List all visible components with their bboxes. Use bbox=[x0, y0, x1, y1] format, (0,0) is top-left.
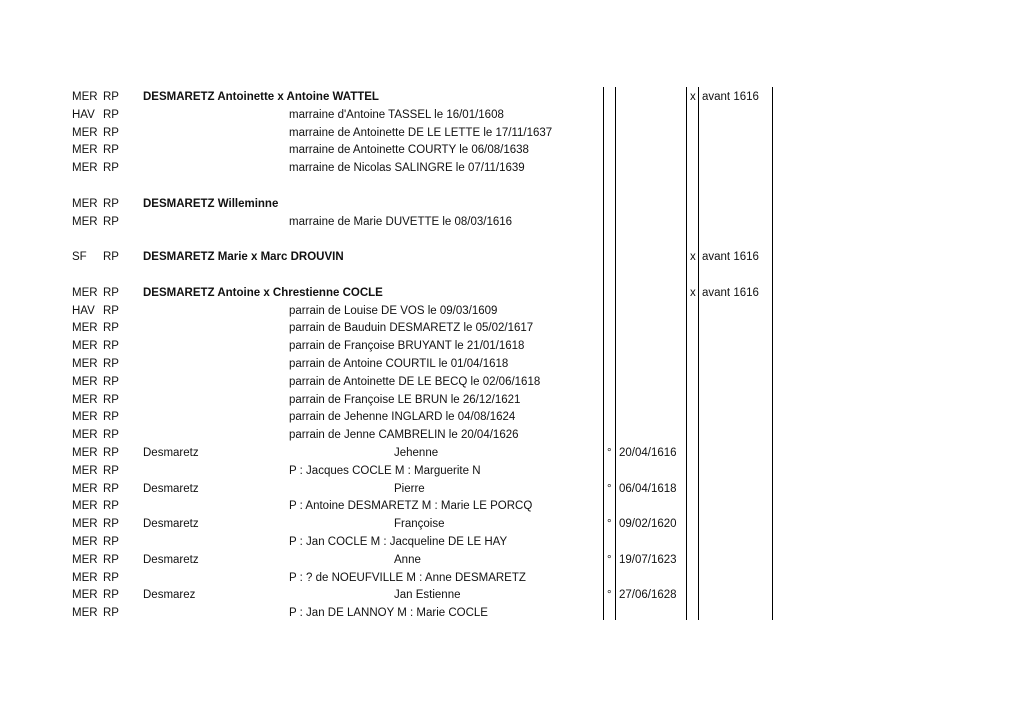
record-row bbox=[0, 569, 1024, 587]
location-code: MER bbox=[72, 571, 98, 584]
record-row bbox=[0, 159, 1024, 177]
record-row bbox=[0, 373, 1024, 391]
record-detail: parrain de Antoine COURTIL le 01/04/1618 bbox=[289, 358, 509, 370]
person-name: DESMARETZ Marie x Marc DROUVIN bbox=[143, 251, 344, 264]
record-row bbox=[0, 497, 1024, 515]
person-name: Desmaretz bbox=[143, 518, 199, 531]
marriage-date: avant 1616 bbox=[702, 251, 759, 264]
record-row bbox=[0, 355, 1024, 373]
record-row bbox=[0, 141, 1024, 159]
record-detail: P : Jan COCLE M : Jacqueline DE LE HAY bbox=[289, 536, 508, 548]
location-code: MER bbox=[72, 144, 98, 157]
record-row bbox=[0, 319, 1024, 337]
location-code: MER bbox=[72, 464, 98, 477]
source-code: RP bbox=[103, 607, 119, 620]
given-name: Jehenne bbox=[394, 447, 439, 459]
blank-row bbox=[0, 230, 1024, 248]
record-detail: marraine de Antoinette COURTY le 06/08/1638 bbox=[289, 144, 529, 157]
record-row bbox=[0, 604, 1024, 622]
record-detail: parrain de Françoise LE BRUN le 26/12/1621 bbox=[289, 393, 521, 406]
location-code: MER bbox=[72, 518, 98, 531]
source-code: RP bbox=[103, 447, 119, 459]
birth-date: 20/04/1616 bbox=[619, 447, 677, 459]
location-code: MER bbox=[72, 589, 98, 602]
source-code: RP bbox=[103, 375, 119, 388]
source-code: RP bbox=[103, 126, 119, 139]
record-row bbox=[0, 391, 1024, 409]
source-code: RP bbox=[103, 411, 119, 424]
location-code: HAV bbox=[72, 108, 95, 121]
location-code: MER bbox=[72, 215, 98, 228]
location-code: MER bbox=[72, 91, 98, 103]
location-code: MER bbox=[72, 553, 98, 566]
record-row bbox=[0, 88, 1024, 106]
location-code: MER bbox=[72, 482, 98, 495]
record-row bbox=[0, 106, 1024, 124]
person-name: Desmarez bbox=[143, 589, 196, 602]
marriage-mark: x bbox=[690, 286, 696, 299]
source-code: RP bbox=[103, 358, 119, 370]
blank-row bbox=[0, 266, 1024, 284]
location-code: MER bbox=[72, 411, 98, 424]
marriage-mark: x bbox=[690, 251, 696, 264]
blank-row bbox=[0, 177, 1024, 195]
person-name: Desmaretz bbox=[143, 447, 199, 459]
record-detail: marraine de Nicolas SALINGRE le 07/11/1639 bbox=[289, 162, 525, 175]
record-row bbox=[0, 515, 1024, 533]
record-detail: P : Antoine DESMARETZ M : Marie LE PORCQ bbox=[289, 500, 533, 513]
source-code: RP bbox=[103, 144, 119, 157]
record-row bbox=[0, 408, 1024, 426]
location-code: SF bbox=[72, 251, 87, 264]
birth-date: 09/02/1620 bbox=[619, 518, 677, 531]
source-code: RP bbox=[103, 215, 119, 228]
record-row bbox=[0, 195, 1024, 213]
record-row bbox=[0, 337, 1024, 355]
location-code: MER bbox=[72, 607, 98, 620]
location-code: MER bbox=[72, 322, 98, 335]
source-code: RP bbox=[103, 500, 119, 513]
location-code: MER bbox=[72, 197, 98, 210]
record-detail: marraine de Antoinette DE LE LETTE le 17/11/1637 bbox=[289, 126, 553, 139]
record-row bbox=[0, 248, 1024, 266]
source-code: RP bbox=[103, 393, 119, 406]
source-code: RP bbox=[103, 251, 119, 264]
person-name: Desmaretz bbox=[143, 553, 199, 566]
location-code: MER bbox=[72, 126, 98, 139]
record-row bbox=[0, 586, 1024, 604]
given-name: Françoise bbox=[394, 518, 445, 531]
record-detail: marraine de Marie DUVETTE le 08/03/1616 bbox=[289, 215, 513, 228]
source-code: RP bbox=[103, 322, 119, 335]
record-detail: parrain de Bauduin DESMARETZ le 05/02/1617 bbox=[289, 322, 534, 335]
record-row bbox=[0, 302, 1024, 320]
person-name: DESMARETZ Antoine x Chrestienne COCLE bbox=[143, 286, 383, 299]
source-code: RP bbox=[103, 304, 119, 317]
source-code: RP bbox=[103, 553, 119, 566]
record-row bbox=[0, 480, 1024, 498]
record-detail: P : Jacques COCLE M : Marguerite N bbox=[289, 464, 481, 477]
person-name: DESMARETZ Willeminne bbox=[143, 197, 279, 210]
record-row bbox=[0, 213, 1024, 231]
location-code: MER bbox=[72, 393, 98, 406]
record-detail: P : ? de NOEUFVILLE M : Anne DESMARETZ bbox=[289, 571, 526, 584]
birth-date: 06/04/1618 bbox=[619, 482, 677, 495]
location-code: MER bbox=[72, 536, 98, 548]
record-detail: parrain de Françoise BRUYANT le 21/01/1618 bbox=[289, 340, 525, 353]
marriage-date: avant 1616 bbox=[702, 286, 759, 299]
location-code: MER bbox=[72, 447, 98, 459]
location-code: MER bbox=[72, 162, 98, 175]
record-row bbox=[0, 284, 1024, 302]
location-code: MER bbox=[72, 500, 98, 513]
source-code: RP bbox=[103, 340, 119, 353]
birth-mark: ° bbox=[607, 447, 612, 459]
location-code: MER bbox=[72, 340, 98, 353]
marriage-date: avant 1616 bbox=[702, 91, 759, 103]
given-name: Anne bbox=[394, 553, 421, 566]
source-code: RP bbox=[103, 429, 119, 442]
source-code: RP bbox=[103, 589, 119, 602]
record-detail: parrain de Louise DE VOS le 09/03/1609 bbox=[289, 304, 498, 317]
source-code: RP bbox=[103, 162, 119, 175]
source-code: RP bbox=[103, 571, 119, 584]
location-code: MER bbox=[72, 358, 98, 370]
source-code: RP bbox=[103, 464, 119, 477]
source-code: RP bbox=[103, 482, 119, 495]
source-code: RP bbox=[103, 91, 119, 103]
source-code: RP bbox=[103, 518, 119, 531]
location-code: MER bbox=[72, 375, 98, 388]
marriage-mark: x bbox=[690, 91, 696, 103]
birth-mark: ° bbox=[607, 482, 612, 495]
record-detail: parrain de Jehenne INGLARD le 04/08/1624 bbox=[289, 411, 516, 424]
person-name: DESMARETZ Antoinette x Antoine WATTEL bbox=[143, 91, 379, 103]
source-code: RP bbox=[103, 536, 119, 548]
given-name: Jan Estienne bbox=[394, 589, 461, 602]
birth-date: 19/07/1623 bbox=[619, 553, 677, 566]
record-row bbox=[0, 551, 1024, 569]
location-code: MER bbox=[72, 286, 98, 299]
location-code: MER bbox=[72, 429, 98, 442]
record-detail: parrain de Jenne CAMBRELIN le 20/04/1626 bbox=[289, 429, 519, 442]
record-row bbox=[0, 426, 1024, 444]
record-detail: P : Jan DE LANNOY M : Marie COCLE bbox=[289, 607, 488, 620]
person-name: Desmaretz bbox=[143, 482, 199, 495]
record-row bbox=[0, 533, 1024, 551]
record-row bbox=[0, 462, 1024, 480]
location-code: HAV bbox=[72, 304, 95, 317]
birth-date: 27/06/1628 bbox=[619, 589, 677, 602]
record-detail: marraine d'Antoine TASSEL le 16/01/1608 bbox=[289, 108, 504, 121]
source-code: RP bbox=[103, 286, 119, 299]
birth-mark: ° bbox=[607, 589, 612, 602]
birth-mark: ° bbox=[607, 518, 612, 531]
record-row bbox=[0, 444, 1024, 462]
given-name: Pierre bbox=[394, 482, 425, 495]
source-code: RP bbox=[103, 197, 119, 210]
record-detail: parrain de Antoinette DE LE BECQ le 02/06/1618 bbox=[289, 375, 541, 388]
source-code: RP bbox=[103, 108, 119, 121]
record-row bbox=[0, 124, 1024, 142]
birth-mark: ° bbox=[607, 553, 612, 566]
